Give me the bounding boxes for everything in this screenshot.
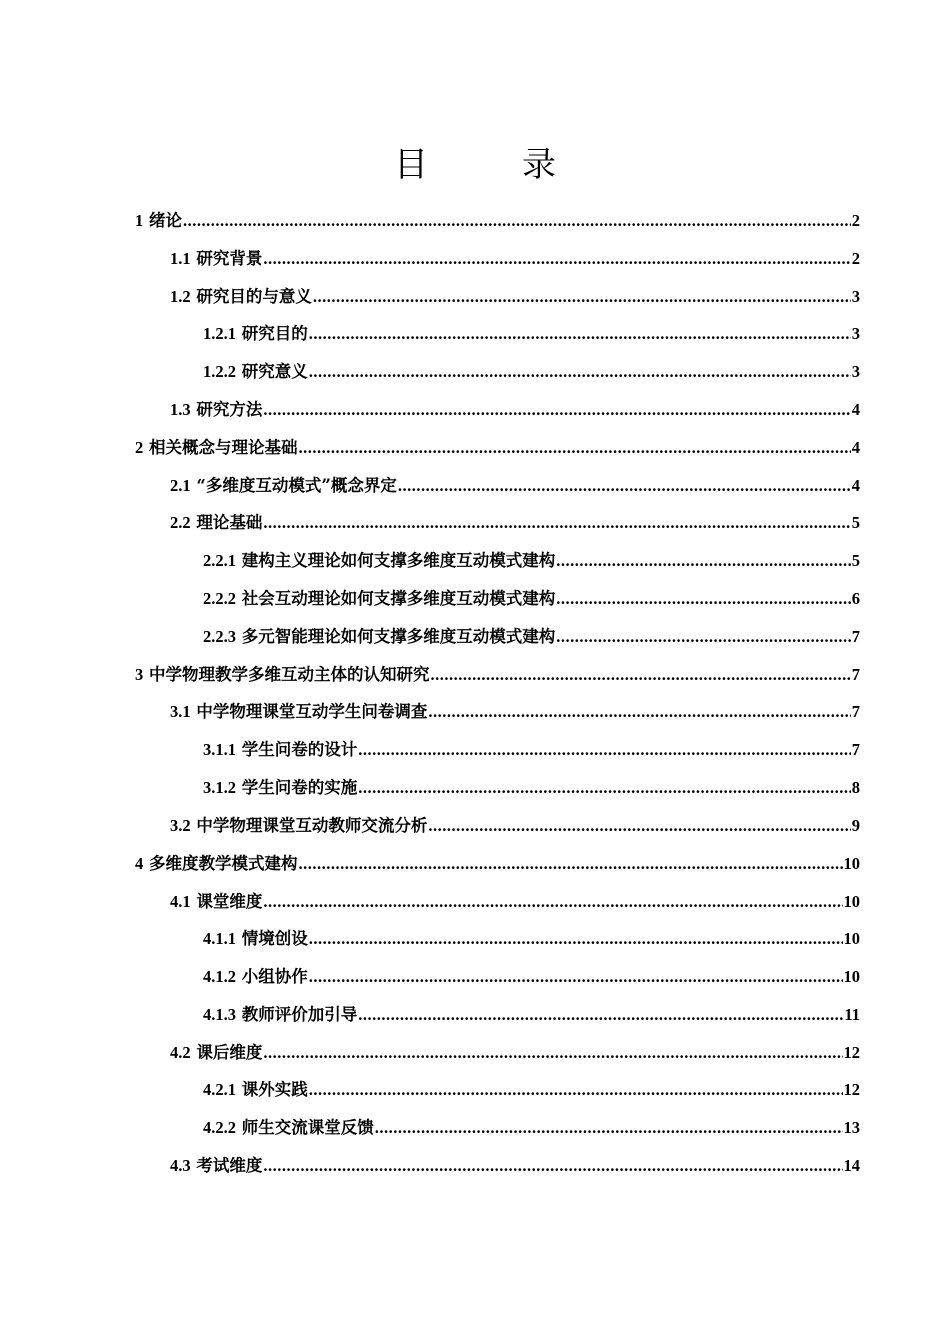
toc-dot-leader [309,958,843,996]
toc-entry-number: 2.1 [170,476,191,495]
toc-entry[interactable] [135,656,860,694]
toc-entry[interactable] [170,693,860,731]
toc-entry[interactable] [170,391,860,429]
toc-entry[interactable] [203,958,860,996]
toc-entry-page: 14 [843,1156,860,1175]
toc-entry[interactable] [203,542,860,580]
toc-entry-title: 相关概念与理论基础 [149,438,298,457]
toc-entry-page: 3 [851,362,860,381]
page-title: 目 录 [394,145,586,185]
toc-entry-page: 7 [851,627,860,646]
toc-dot-leader [263,883,842,921]
toc-entry-title: 研究方法 [196,400,263,419]
toc-entry-page: 5 [851,551,860,570]
toc-entry-title: 多元智能理论如何支撑多维度互动模式建构 [241,627,556,646]
toc-entry[interactable] [170,278,860,316]
toc-entry-number: 3.1.1 [203,740,236,759]
toc-entry[interactable] [135,429,860,467]
toc-dot-leader [263,504,850,542]
toc-entry[interactable] [203,353,860,391]
toc-entry-number: 1.2.2 [203,362,236,381]
toc-entry-title: 教师评价加引导 [241,1005,358,1024]
toc-entry[interactable] [203,618,860,656]
toc-entry-number: 3.1 [170,702,191,721]
toc-dot-leader [556,542,851,580]
toc-entry-title: 课外实践 [241,1080,308,1099]
toc-entry-title: 社会互动理论如何支撑多维度互动模式建构 [241,589,556,608]
toc-entry[interactable] [203,920,860,958]
toc-entry-title: 研究意义 [241,362,308,381]
toc-dot-leader [309,315,851,353]
toc-dot-leader [309,920,843,958]
toc-entry[interactable] [135,202,860,240]
toc-entry-title: 情境创设 [241,929,308,948]
toc-dot-leader [428,693,850,731]
toc-entry-number: 1.2 [170,287,191,306]
toc-entry[interactable] [203,580,860,618]
toc-entry[interactable] [170,240,860,278]
toc-entry-page: 10 [843,929,860,948]
toc-entry[interactable] [170,807,860,845]
toc-entry-number: 4 [135,854,144,873]
toc-entry-number: 1.3 [170,400,191,419]
toc-entry-title: 考试维度 [196,1156,263,1175]
toc-entry-number: 1.2.1 [203,324,236,343]
toc-entry-number: 2.2.1 [203,551,236,570]
toc-dot-leader [183,202,851,240]
toc-dot-leader [263,391,850,429]
toc-entry-number: 2 [135,438,144,457]
toc-dot-leader [263,1147,842,1185]
toc-entry[interactable] [203,1109,860,1147]
toc-entry-number: 4.2.1 [203,1080,236,1099]
toc-entry-number: 2.2 [170,513,191,532]
toc-dot-leader [263,240,850,278]
toc-entry-number: 4.1.2 [203,967,236,986]
toc-entry-page: 3 [851,324,860,343]
toc-entry-number: 1.1 [170,249,191,268]
toc-dot-leader [431,656,851,694]
toc-entry-page: 7 [851,740,860,759]
toc-entry-title: 研究目的与意义 [196,287,312,306]
toc-entry-page: 10 [843,854,860,873]
toc-entry-page: 12 [843,1043,860,1062]
toc-dot-leader [398,467,851,505]
toc-entry-title: 课后维度 [196,1043,263,1062]
toc-entry-title: 师生交流课堂反馈 [241,1118,374,1137]
toc-entry-page: 2 [851,211,860,230]
toc-entry-page: 6 [851,589,860,608]
toc-dot-leader [263,1034,842,1072]
toc-entry-page: 3 [851,287,860,306]
toc-entry-title: 课堂维度 [196,892,263,911]
toc-entry-page: 10 [843,892,860,911]
toc-dot-leader [309,353,851,391]
toc-entry-number: 4.1 [170,892,191,911]
toc-entry-number: 3.2 [170,816,191,835]
toc-dot-leader [556,580,851,618]
toc-entry[interactable] [170,1147,860,1185]
toc-entry[interactable] [170,1034,860,1072]
toc-entry[interactable] [203,769,860,807]
toc-entry-title: 研究背景 [196,249,263,268]
toc-entry-page: 11 [844,1005,860,1024]
toc-entry-page: 4 [851,438,860,457]
toc-entry-number: 2.2.2 [203,589,236,608]
toc-entry-title: 中学物理课堂互动学生问卷调查 [196,702,428,721]
toc-dot-leader [428,807,850,845]
toc-dot-leader [358,769,851,807]
toc-entry-page: 7 [851,665,860,684]
toc-entry-title: 学生问卷的实施 [241,778,358,797]
toc-entry-number: 2.2.3 [203,627,236,646]
toc-entry[interactable] [203,315,860,353]
toc-entry-number: 3.1.2 [203,778,236,797]
toc-entry-page: 8 [851,778,860,797]
toc-entry[interactable] [170,883,860,921]
toc-dot-leader [358,731,851,769]
toc-entry-number: 1 [135,211,144,230]
toc-entry-page: 10 [843,967,860,986]
toc-entry-title: 建构主义理论如何支撑多维度互动模式建构 [241,551,556,570]
toc-entry-title: 理论基础 [196,513,263,532]
toc-entry-title: 多维度教学模式建构 [149,854,298,873]
toc-dot-leader [299,429,851,467]
toc-entry-number: 4.1.1 [203,929,236,948]
toc-dot-leader [313,278,851,316]
toc-entry-page: 2 [851,249,860,268]
toc-entry-page: 9 [851,816,860,835]
toc-entry-title: “多维度互动模式”概念界定 [196,476,397,495]
toc-entry-title: 中学物理课堂互动教师交流分析 [196,816,428,835]
toc-entry-title: 学生问卷的设计 [241,740,358,759]
toc-entry-title: 研究目的 [241,324,308,343]
toc-dot-leader [556,618,851,656]
toc-entry[interactable] [203,1071,860,1109]
toc-entry[interactable] [170,467,860,505]
toc-entry-page: 13 [843,1118,860,1137]
toc-entry[interactable] [203,731,860,769]
toc-entry-number: 3 [135,665,144,684]
toc-entry-page: 5 [851,513,860,532]
toc-entry[interactable] [203,996,860,1034]
toc-entry-page: 4 [851,476,860,495]
toc-dot-leader [299,845,843,883]
toc-entry[interactable] [170,504,860,542]
toc-entry-page: 12 [843,1080,860,1099]
toc-entry-page: 4 [851,400,860,419]
toc-entry-number: 4.1.3 [203,1005,236,1024]
toc-entry-title: 中学物理教学多维互动主体的认知研究 [149,665,430,684]
toc-entry-number: 4.3 [170,1156,191,1175]
toc-entry-title: 小组协作 [241,967,308,986]
toc-dot-leader [358,996,843,1034]
toc-entry[interactable] [135,845,860,883]
toc-dot-leader [309,1071,843,1109]
toc-entry-number: 4.2 [170,1043,191,1062]
toc-dot-leader [375,1109,843,1147]
toc-entry-number: 4.2.2 [203,1118,236,1137]
toc-entry-title: 绪论 [149,211,182,230]
toc-entry-page: 7 [851,702,860,721]
